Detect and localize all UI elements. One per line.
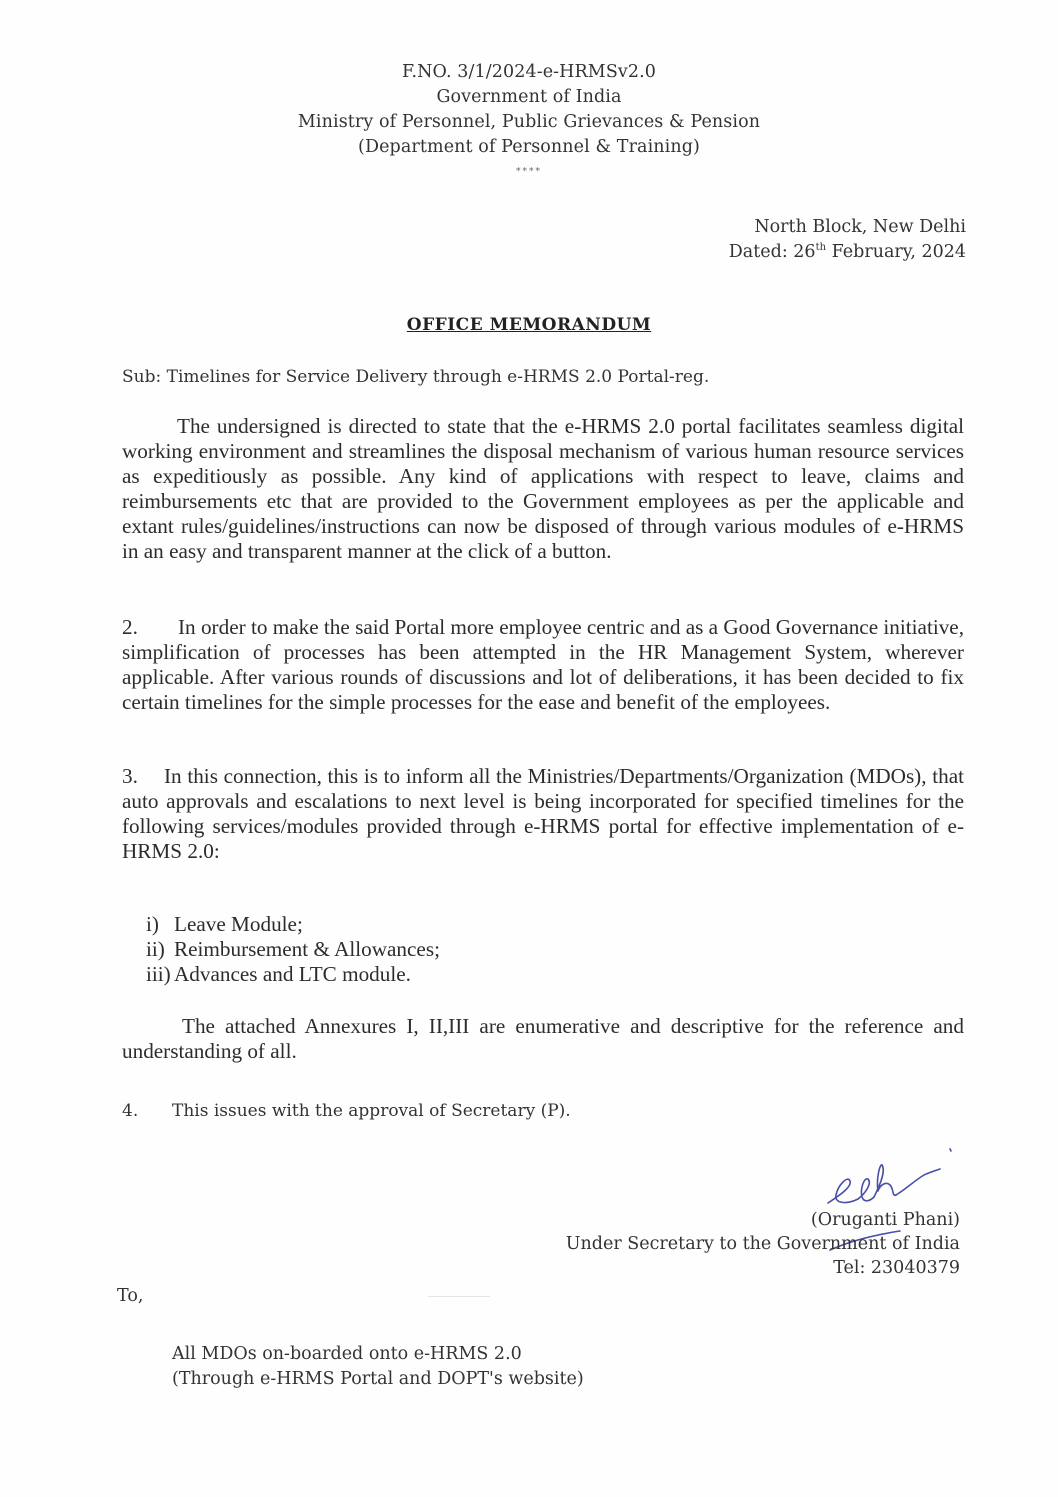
paragraph-4: [122, 1101, 571, 1121]
date-ordinal: th: [815, 242, 827, 253]
document-title: OFFICE MEMORANDUM: [406, 315, 652, 335]
paragraph-3-number: 3.: [122, 764, 138, 788]
list-item-label: Reimbursement & Allowances;: [174, 937, 440, 961]
list-item: [146, 937, 440, 962]
paragraph-4-number: 4.: [122, 1101, 139, 1121]
signatory-block: [566, 1208, 960, 1280]
government-name: Government of India: [436, 87, 622, 107]
ministry-name: Ministry of Personnel, Public Grievances & Pension: [297, 112, 761, 132]
paragraph-3: [122, 764, 964, 864]
scan-artifact-line: [428, 1296, 490, 1297]
paragraph-2: [122, 615, 964, 715]
list-item-label: Advances and LTC module.: [174, 962, 411, 986]
paragraph-2-number: 2.: [122, 615, 138, 639]
list-marker: ii): [146, 937, 165, 961]
date-rest: February, 2024: [826, 242, 966, 262]
header-separator: ****: [516, 167, 542, 177]
list-item-label: Leave Module;: [174, 912, 303, 936]
signatory-name: (Oruganti Phani): [810, 1210, 960, 1230]
paragraph-1-text: The undersigned is directed to state that the e-HRMS 2.0 portal facilitates seamless digital working environment and streamlines the disposal mechanism of various human resource services as expeditiously as possible. Any kind of applications with respect to leave, claims and reimbursements etc that are provided to the Government employees as per the applicable and extant rules/guidelines/instructions can now be disposed of through various modules of e-HRMS in an easy and transparent manner at the click of a button.: [122, 414, 964, 563]
addressee-block: [172, 1342, 584, 1392]
paragraph-3-text: In this connection, this is to inform all the Ministries/Departments/Organization (MDOs), that auto approvals and escalations to next level is being incorporated for specified timelines for the following services/modules provided through e-HRMS portal for effective implementation of e-HRMS 2.0:: [122, 764, 964, 863]
annexure-note-text: The attached Annexures I, II,III are enumerative and descriptive for the reference and understanding of all.: [122, 1014, 964, 1063]
list-item: [146, 962, 440, 987]
addressee-line-2: (Through e-HRMS Portal and DOPT's website): [172, 1369, 584, 1389]
file-number: F.NO. 3/1/2024-e-HRMSv2.0: [401, 62, 657, 82]
date-prefix: Dated: 26: [728, 242, 816, 262]
list-item: [146, 912, 440, 937]
annexure-note: [122, 1014, 964, 1064]
signatory-tel: Tel: 23040379: [833, 1258, 960, 1278]
signatory-designation: Under Secretary to the Government of India: [565, 1234, 960, 1254]
department-name: (Department of Personnel & Training): [358, 137, 700, 157]
subject-line: Sub: Timelines for Service Delivery through e-HRMS 2.0 Portal-reg.: [122, 367, 710, 387]
addressee-line-1: All MDOs on-boarded onto e-HRMS 2.0: [172, 1344, 522, 1364]
modules-list: [146, 912, 440, 987]
to-label: To,: [117, 1286, 144, 1306]
place: North Block, New Delhi: [754, 217, 966, 237]
list-marker: i): [146, 912, 159, 936]
list-marker: iii): [146, 962, 171, 986]
paragraph-1: [122, 414, 964, 564]
paragraph-4-text: This issues with the approval of Secretary (P).: [172, 1101, 571, 1121]
paragraph-2-text: In order to make the said Portal more employee centric and as a Good Governance initiative, simplification of processes has been attempted in the HR Management System, wherever applicable. After various rounds of discussions and lot of deliberations, it has been decided to fix certain timelines for the simple processes for the ease and benefit of the employees.: [122, 615, 965, 714]
date: [729, 240, 966, 265]
place-date-block: [729, 215, 966, 265]
